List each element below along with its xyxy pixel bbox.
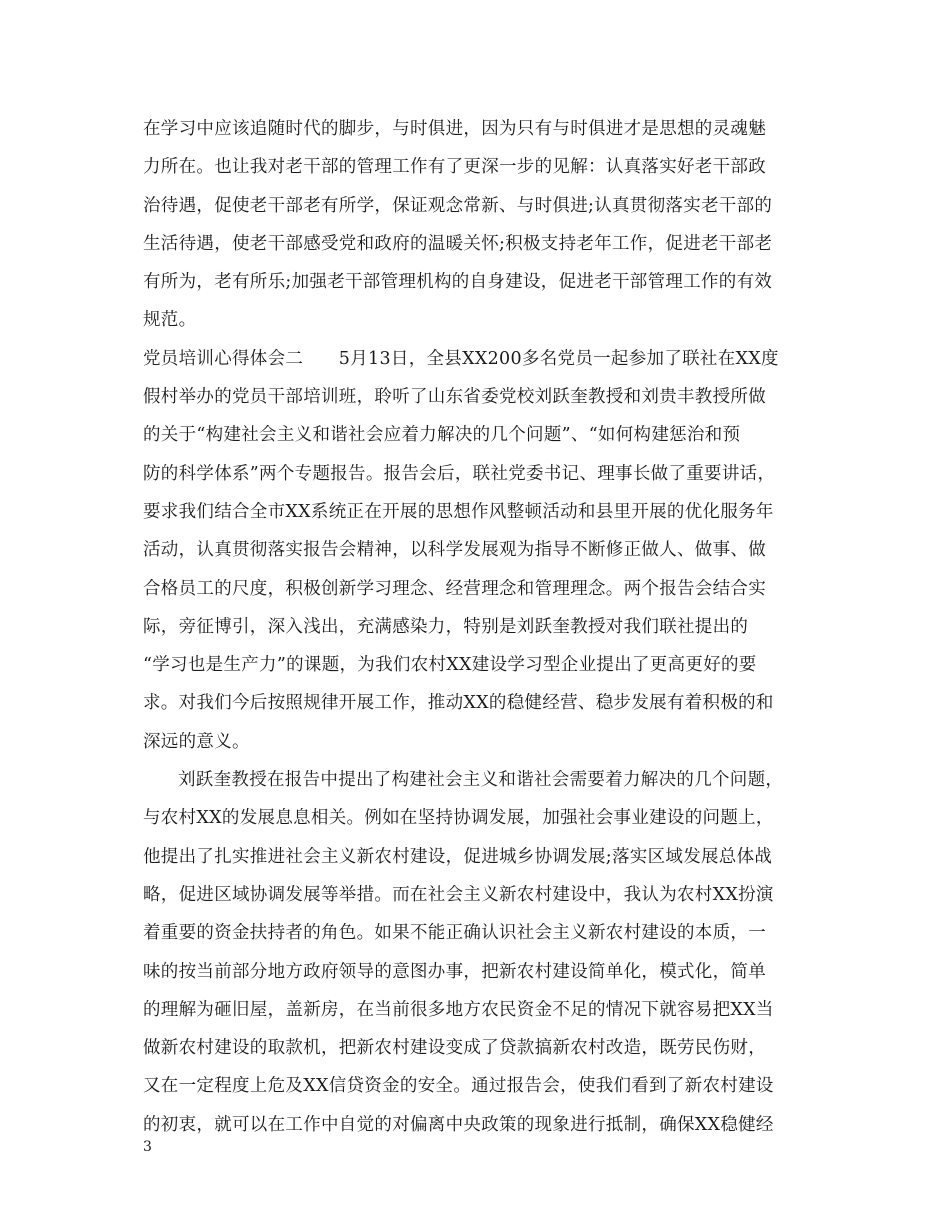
section-heading-line: 党员培训心得体会二 5月13日，全县XX200多名党员一起参加了联社在XX度 xyxy=(143,348,779,369)
text-line: 际，旁征博引，深入浅出，充满感染力，特别是刘跃奎教授对我们联社提出的 xyxy=(143,616,749,637)
text-line: 合格员工的尺度，积极创新学习理念、经营理念和管理理念。两个报告会结合实 xyxy=(143,578,766,599)
text-line: 与农村XX的发展息息相关。例如在坚持协调发展，加强社会事业建设的问题上， xyxy=(143,808,774,829)
text-line: 治待遇，促使老干部老有所学，保证观念常新、与时俱进;认真贯彻落实老干部的 xyxy=(143,195,773,216)
text-line: 做新农村建设的取款机，把新农村建设变成了贷款搞新农村改造，既劳民伤财， xyxy=(143,1038,766,1059)
text-line: 的理解为砸旧屋，盖新房，在当前很多地方农民资金不足的情况下就容易把XX当 xyxy=(143,999,774,1020)
page-number: 3 xyxy=(143,1139,152,1155)
text-line: “学习也是生产力”的课题，为我们农村XX建设学习型企业提出了更高更好的要 xyxy=(143,655,757,676)
text-line: 又在一定程度上危及XX信贷资金的安全。通过报告会，使我们看到了新农村建设 xyxy=(143,1076,774,1097)
text-line: 力所在。也让我对老干部的管理工作有了更深一步的见解：认真落实好老干部政 xyxy=(143,157,766,178)
text-line: 生活待遇，使老干部感受党和政府的温暖关怀;积极支持老年工作，促进老干部老 xyxy=(143,233,773,254)
text-line: 深远的意义。 xyxy=(143,731,250,752)
text-line: 略，促进区域协调发展等举措。而在社会主义新农村建设中，我认为农村XX扮演 xyxy=(143,884,774,905)
text-line: 有所为，老有所乐;加强老干部管理机构的自身建设，促进老干部管理工作的有效 xyxy=(143,272,773,293)
text-line: 的初衷，就可以在工作中自觉的对偏离中央政策的现象进行抵制，确保XX稳健经 xyxy=(143,1114,774,1135)
text-line: 要求我们结合全市XX系统正在开展的思想作风整顿活动和县里开展的优化服务年 xyxy=(143,501,774,522)
paragraph-first-line: 刘跃奎教授在报告中提出了构建社会主义和谐社会需要着力解决的几个问题， xyxy=(178,770,784,791)
text-line: 活动，认真贯彻落实报告会精神，以科学发展观为指导不断修正做人、做事、做 xyxy=(143,540,766,561)
text-line: 他提出了扎实推进社会主义新农村建设，促进城乡协调发展;落实区域发展总体战 xyxy=(143,846,773,867)
text-line: 在学习中应该追随时代的脚步，与时俱进，因为只有与时俱进才是思想的灵魂魅 xyxy=(143,119,766,139)
text-line: 防的科学体系”两个专题报告。报告会后，联社党委书记、理事长做了重要讲话， xyxy=(143,463,776,484)
text-line: 求。对我们今后按照规律开展工作，推动XX的稳健经营、稳步发展有着积极的和 xyxy=(143,693,774,714)
text-line: 假村举办的党员干部培训班，聆听了山东省委党校刘跃奎教授和刘贵丰教授所做 xyxy=(143,387,766,408)
text-line: 味的按当前部分地方政府领导的意图办事，把新农村建设简单化，模式化，简单 xyxy=(143,961,766,982)
text-line: 着重要的资金扶持者的角色。如果不能正确认识社会主义新农村建设的本质，一 xyxy=(143,923,766,944)
text-line: 规范。 xyxy=(143,310,197,331)
document-body xyxy=(143,110,823,1144)
text-line: 的关于“构建社会主义和谐社会应着力解决的几个问题”、“如何构建惩治和预 xyxy=(143,425,741,446)
